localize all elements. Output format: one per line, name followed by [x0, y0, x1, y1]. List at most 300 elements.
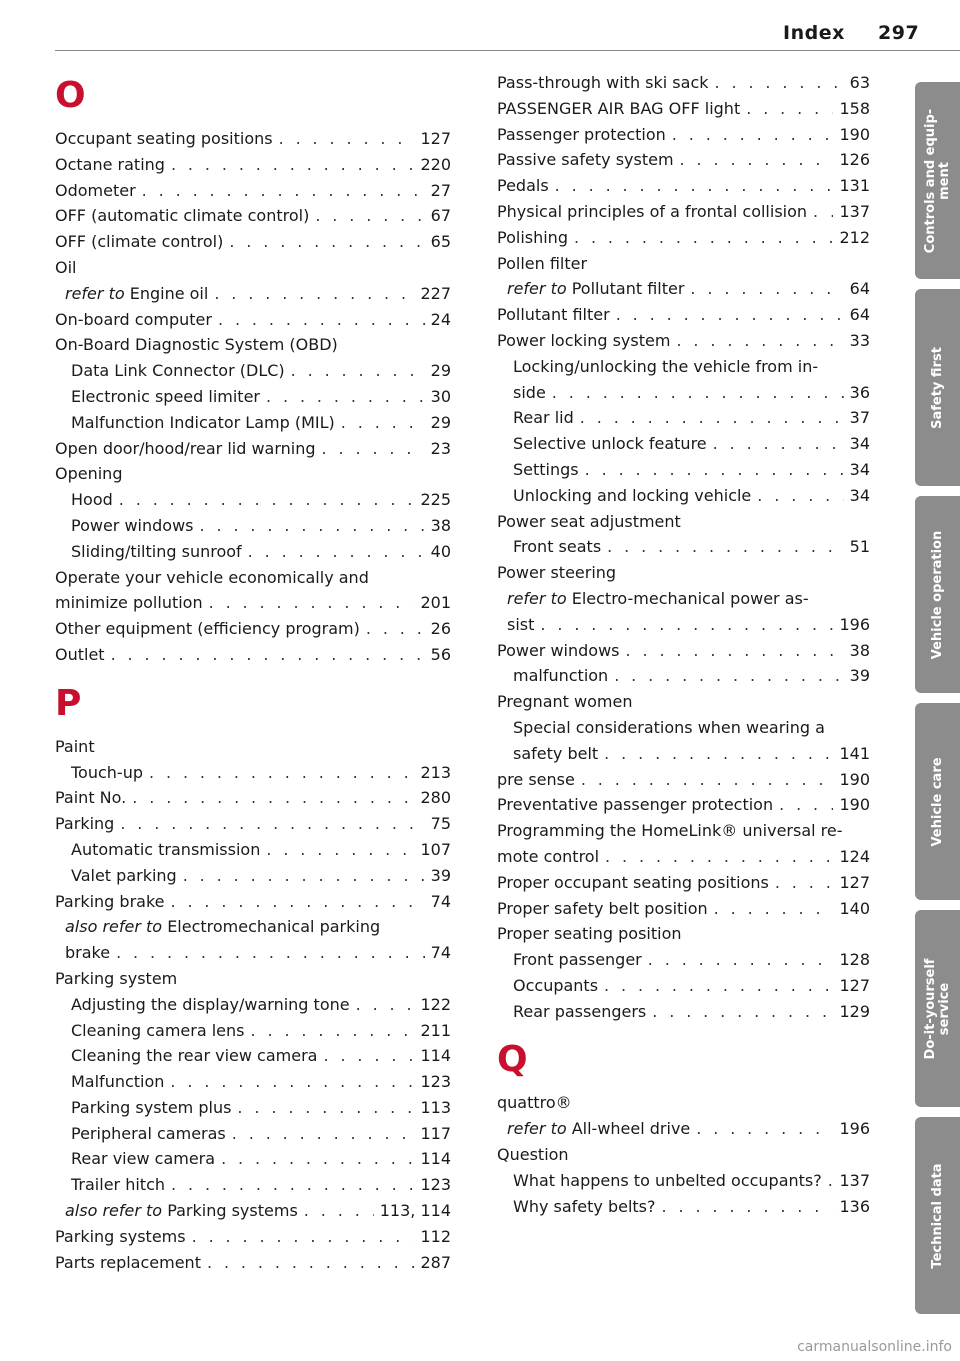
index-entry-text: Front passenger	[513, 950, 642, 970]
index-entry-page[interactable]: 56	[430, 644, 451, 664]
index-entry-text: Parking systems	[55, 1226, 186, 1246]
index-entry-text: Open door/hood/rear lid warning	[55, 438, 316, 458]
leader-dots	[746, 96, 833, 122]
index-entry[interactable]	[55, 889, 451, 915]
index-entry-page[interactable]: 112	[420, 1226, 451, 1246]
index-entry-page[interactable]: 131	[839, 176, 870, 196]
index-entry-page[interactable]: 123	[420, 1072, 451, 1092]
index-entry[interactable]	[55, 785, 451, 811]
leader-dots	[626, 638, 844, 664]
index-entry	[497, 354, 870, 380]
chapter-tab-safety[interactable]	[915, 289, 960, 486]
index-entry-text: Locking/unlocking the vehicle from in-	[513, 356, 819, 376]
index-entry-text: Outlet	[55, 644, 105, 664]
index-entry-page[interactable]: 51	[849, 537, 870, 557]
index-entry-page[interactable]: 38	[849, 640, 870, 660]
index-entry-page[interactable]: 74	[430, 891, 451, 911]
leader-dots	[142, 178, 425, 204]
index-entry-text: Front seats	[513, 537, 602, 557]
index-entry-text: Rear passengers	[513, 1001, 647, 1021]
index-entry-page[interactable]: 24	[430, 309, 451, 329]
index-entry-page[interactable]: 29	[430, 361, 451, 381]
index-entry[interactable]	[497, 199, 870, 225]
leader-dots	[214, 281, 414, 307]
index-entry-page[interactable]: 201	[420, 593, 451, 613]
leader-dots	[581, 767, 834, 793]
index-entry-text: Paint	[55, 736, 95, 756]
index-entry-page[interactable]: 23	[430, 438, 451, 458]
index-entry-page[interactable]: 26	[430, 619, 451, 639]
leader-dots	[604, 973, 833, 999]
index-entry[interactable]	[55, 590, 451, 616]
index-entry[interactable]	[55, 358, 451, 384]
chapter-tab-care[interactable]	[915, 703, 960, 900]
index-entry-page[interactable]: 140	[839, 898, 870, 918]
chapter-tab-label: Safety first	[929, 346, 945, 429]
index-entry-text: Electromechanical parking	[167, 917, 381, 937]
leader-dots	[696, 1116, 833, 1142]
index-entry[interactable]	[497, 638, 870, 664]
index-entry[interactable]	[497, 405, 870, 431]
leader-dots	[680, 147, 834, 173]
cross-reference-prefix: refer to	[507, 1119, 567, 1139]
leader-dots	[672, 122, 834, 148]
index-entry-page[interactable]: 124	[839, 846, 870, 866]
index-entry-text: Operate your vehicle economically and	[55, 567, 369, 587]
index-entry-text: Physical principles of a frontal collision	[497, 201, 808, 221]
leader-dots	[315, 203, 424, 229]
index-entry[interactable]	[497, 792, 870, 818]
index-entry[interactable]	[55, 178, 451, 204]
index-entry	[497, 560, 870, 586]
index-entry-text: Power seat adjustment	[497, 511, 681, 531]
leader-dots	[232, 1121, 415, 1147]
leader-dots	[248, 539, 425, 565]
index-entry[interactable]	[55, 487, 451, 513]
index-entry[interactable]	[55, 811, 451, 837]
index-entry-page[interactable]: 141	[839, 743, 870, 763]
index-entry-text: Touch-up	[71, 762, 143, 782]
index-entry-text: Adjusting the display/warning tone	[71, 994, 350, 1014]
index-entry	[497, 921, 870, 947]
index-entry	[497, 1090, 870, 1116]
index-entry[interactable]	[497, 328, 870, 354]
index-entry-page[interactable]: 220	[420, 154, 451, 174]
index-entry[interactable]	[55, 1198, 451, 1224]
index-entry[interactable]	[55, 1172, 451, 1198]
index-entry[interactable]	[55, 1250, 451, 1276]
index-entry-page[interactable]: 39	[430, 865, 451, 885]
index-entry[interactable]	[55, 513, 451, 539]
leader-dots	[218, 307, 425, 333]
index-entry	[497, 818, 870, 844]
index-entry-text: All-wheel drive	[571, 1119, 691, 1139]
index-entry-text: OFF (climate control)	[55, 232, 224, 252]
index-entry[interactable]	[55, 203, 451, 229]
index-entry[interactable]	[55, 1224, 451, 1250]
index-entry[interactable]	[497, 122, 870, 148]
index-entry[interactable]	[497, 612, 870, 638]
index-entry-text: Pollutant filter	[571, 279, 685, 299]
index-entry-page[interactable]: 38	[430, 515, 451, 535]
index-entry[interactable]	[497, 1116, 870, 1142]
index-entry	[497, 586, 870, 612]
index-entry-text: Opening	[55, 464, 123, 484]
index-entry-page[interactable]: 126	[839, 150, 870, 170]
index-entry-page[interactable]: 287	[420, 1252, 451, 1272]
index-entry	[55, 966, 451, 992]
header-rule	[55, 50, 960, 51]
index-entry-text: Peripheral cameras	[71, 1123, 226, 1143]
leader-dots	[170, 889, 424, 915]
leader-dots	[170, 1069, 414, 1095]
cross-reference-prefix: refer to	[507, 279, 567, 299]
chapter-tab-label: Vehicle operation	[929, 530, 945, 659]
index-entry-text: Unlocking and locking vehicle	[513, 485, 752, 505]
cross-reference-prefix: refer to	[65, 283, 125, 303]
index-entry-text: Power windows	[497, 640, 620, 660]
index-entry-page[interactable]: 37	[849, 408, 870, 428]
section-letter-heading: P	[55, 682, 82, 724]
leader-dots	[757, 483, 843, 509]
index-entry-text: Parking brake	[55, 891, 165, 911]
index-entry-text: Sliding/tilting sunroof	[71, 541, 242, 561]
leader-dots	[555, 173, 834, 199]
index-entry[interactable]	[55, 992, 451, 1018]
index-entry-text: Parking systems	[167, 1201, 298, 1221]
index-entry	[55, 914, 451, 940]
leader-dots	[120, 811, 424, 837]
cross-reference-prefix: also refer to	[65, 1201, 163, 1221]
index-entry[interactable]	[55, 281, 451, 307]
index-entry-text: Valet parking	[71, 865, 177, 885]
index-entry-text: Odometer	[55, 180, 136, 200]
index-entry[interactable]	[55, 616, 451, 642]
index-entry-page[interactable]: 33	[849, 330, 870, 350]
index-entry-text: Why safety belts?	[513, 1196, 656, 1216]
index-entry[interactable]	[55, 1018, 451, 1044]
index-entry[interactable]	[497, 483, 870, 509]
index-entry[interactable]	[497, 973, 870, 999]
index-entry-page[interactable]: 27	[430, 180, 451, 200]
index-entry-text: pre sense	[497, 769, 575, 789]
index-entry[interactable]	[497, 96, 870, 122]
index-entry-text: Occupant seating positions	[55, 129, 273, 148]
index-entry-text: Data Link Connector (DLC)	[71, 361, 285, 381]
leader-dots	[662, 1194, 834, 1220]
chapter-tab-label: Controls and equip- ment	[922, 108, 952, 253]
index-entry	[55, 255, 451, 281]
index-entry-text: Trailer hitch	[71, 1175, 165, 1195]
index-entry-page[interactable]: 280	[420, 788, 451, 808]
index-entry-text: Proper safety belt position	[497, 898, 708, 918]
index-entry[interactable]	[497, 947, 870, 973]
chapter-tab-label: Technical data	[929, 1162, 945, 1269]
index-entry-page[interactable]: 65	[430, 232, 451, 252]
index-entry-text: Rear lid	[513, 408, 574, 428]
leader-dots	[605, 844, 833, 870]
index-entry[interactable]	[55, 1095, 451, 1121]
leader-dots	[828, 1168, 834, 1194]
index-entry-text: On-Board Diagnostic System (OBD)	[55, 335, 338, 355]
leader-dots	[322, 436, 425, 462]
index-entry-text: Parking	[55, 814, 115, 834]
index-entry[interactable]	[55, 1146, 451, 1172]
index-entry-text: Passive safety system	[497, 150, 674, 170]
index-entry-text: Pregnant women	[497, 692, 633, 712]
index-entry-text: Electro-mechanical power as-	[571, 588, 809, 608]
leader-dots	[171, 1172, 414, 1198]
leader-dots	[356, 992, 415, 1018]
index-entry-page[interactable]: 30	[430, 386, 451, 406]
index-entry-page[interactable]: 137	[839, 1170, 870, 1190]
index-entry[interactable]	[55, 760, 451, 786]
leader-dots	[111, 642, 425, 668]
index-entry[interactable]	[497, 302, 870, 328]
index-entry-text: Question	[497, 1145, 569, 1165]
index-entry-text: malfunction	[513, 666, 609, 686]
leader-dots	[149, 760, 414, 786]
index-entry-text: Selective unlock feature	[513, 434, 707, 454]
index-entry-text: Special considerations when wearing a	[513, 717, 825, 737]
index-entry[interactable]	[497, 741, 870, 767]
leader-dots	[775, 870, 834, 896]
index-entry-page[interactable]: 36	[849, 382, 870, 402]
page-section-title: Index	[783, 22, 845, 44]
chapter-tab-diy-service[interactable]	[915, 910, 960, 1107]
cross-reference-prefix: refer to	[507, 588, 567, 608]
section-letter-heading: O	[55, 75, 86, 116]
index-entry[interactable]	[497, 1168, 870, 1194]
index-entry[interactable]	[55, 642, 451, 668]
index-entry	[55, 565, 451, 591]
index-entry-page[interactable]: 129	[839, 1001, 870, 1021]
index-entry-text: quattro®	[497, 1093, 572, 1113]
index-entry	[497, 251, 870, 277]
index-entry-text: Rear view camera	[71, 1149, 216, 1169]
index-entry-text: brake	[65, 943, 111, 963]
index-entry-page[interactable]: 190	[839, 124, 870, 144]
index-entry[interactable]	[497, 896, 870, 922]
index-entry-page[interactable]: 39	[849, 666, 870, 686]
index-entry[interactable]	[497, 225, 870, 251]
index-entry[interactable]	[55, 436, 451, 462]
index-entry-page[interactable]: 114	[420, 1046, 451, 1066]
index-entry[interactable]	[497, 147, 870, 173]
index-entry-page[interactable]: 212	[839, 227, 870, 247]
index-entry-page[interactable]: 158	[839, 98, 870, 118]
leader-dots	[291, 358, 425, 384]
index-entry-text: PASSENGER AIR BAG OFF light	[497, 98, 741, 118]
index-entry[interactable]	[497, 663, 870, 689]
index-entry-text: Preventative passenger protection	[497, 795, 774, 815]
index-entry[interactable]	[497, 844, 870, 870]
index-entry-page[interactable]: 75	[430, 814, 451, 834]
index-entry-page[interactable]: 64	[849, 305, 870, 325]
leader-dots	[200, 513, 425, 539]
index-entry-text: Proper seating position	[497, 924, 682, 944]
index-entry-text: minimize pollution	[55, 593, 203, 613]
index-entry	[497, 715, 870, 741]
index-entry-page[interactable]: 213	[420, 762, 451, 782]
index-entry-text: Pass-through with ski sack	[497, 73, 709, 92]
chapter-tab-technical-data[interactable]	[915, 1117, 960, 1314]
index-entry-page[interactable]: 63	[849, 73, 870, 92]
index-entry-text: side	[513, 382, 546, 402]
index-entry[interactable]	[55, 940, 451, 966]
index-entry-page[interactable]: 196	[839, 614, 870, 634]
leader-dots	[813, 199, 833, 225]
leader-dots	[580, 405, 844, 431]
index-entry[interactable]	[497, 999, 870, 1025]
chapter-tab-operation[interactable]	[915, 496, 960, 693]
index-entry-page[interactable]: 34	[849, 434, 870, 454]
index-entry-text: What happens to unbelted occupants?	[513, 1170, 822, 1190]
leader-dots	[713, 431, 844, 457]
index-entry-page[interactable]: 196	[839, 1119, 870, 1139]
index-entry[interactable]	[55, 539, 451, 565]
index-entry-page[interactable]: 190	[839, 795, 870, 815]
index-entry-text: Paint No.	[55, 788, 127, 808]
index-entry-page[interactable]: 29	[430, 412, 451, 432]
index-entry-page[interactable]: 127	[839, 872, 870, 892]
index-entry[interactable]	[55, 152, 451, 178]
index-entry[interactable]	[55, 1069, 451, 1095]
index-entry-page[interactable]: 107	[420, 839, 451, 859]
index-entry-page[interactable]: 34	[849, 485, 870, 505]
leader-dots	[183, 863, 425, 889]
index-entry[interactable]	[55, 1043, 451, 1069]
index-entry-text: Malfunction	[71, 1072, 165, 1092]
index-entry-page[interactable]: 127	[839, 975, 870, 995]
index-entry[interactable]	[497, 870, 870, 896]
leader-dots	[607, 534, 843, 560]
index-entry-text: Power steering	[497, 563, 617, 583]
index-entry-page[interactable]: 64	[849, 279, 870, 299]
index-entry[interactable]	[497, 457, 870, 483]
leader-dots	[266, 384, 425, 410]
leader-dots	[715, 70, 844, 96]
leader-dots	[192, 1224, 415, 1250]
leader-dots	[552, 380, 844, 406]
index-entry[interactable]	[55, 837, 451, 863]
leader-dots	[779, 792, 833, 818]
leader-dots	[119, 487, 415, 513]
index-entry-page[interactable]: 122	[420, 994, 451, 1014]
index-entry-page[interactable]: 34	[849, 459, 870, 479]
index-entry-text: Programming the HomeLink® universal re-	[497, 821, 843, 841]
index-entry[interactable]	[497, 431, 870, 457]
leader-dots	[323, 1043, 414, 1069]
index-entry[interactable]	[55, 1121, 451, 1147]
leader-dots	[251, 1018, 415, 1044]
chapter-tab-controls[interactable]	[915, 82, 960, 279]
index-entry-page[interactable]: 190	[839, 769, 870, 789]
index-entry-text: Polishing	[497, 227, 568, 247]
index-entry[interactable]	[497, 767, 870, 793]
index-entry-page[interactable]: 127	[420, 129, 451, 148]
leader-dots	[132, 785, 414, 811]
index-entry[interactable]	[497, 70, 870, 96]
index-entry	[497, 1142, 870, 1168]
index-entry-text: Power windows	[71, 515, 194, 535]
leader-dots	[574, 225, 833, 251]
index-entry-text: Pollutant filter	[497, 305, 610, 325]
index-entry-text: Oil	[55, 257, 77, 277]
index-entry-page[interactable]: 227	[420, 283, 451, 303]
watermark: carmanualsonline.info	[797, 1339, 952, 1355]
index-column-right	[497, 70, 870, 1219]
leader-dots	[116, 940, 425, 966]
leader-dots	[209, 590, 415, 616]
index-entry-text: Automatic transmission	[71, 839, 261, 859]
index-entry[interactable]	[497, 1194, 870, 1220]
leader-dots	[690, 276, 843, 302]
index-entry-page[interactable]: 74	[430, 943, 451, 963]
chapter-tab-label: Do-it-yourself service	[922, 958, 952, 1059]
index-entry-text: On-board computer	[55, 309, 212, 329]
index-entry[interactable]	[497, 173, 870, 199]
index-entry-page[interactable]: 40	[430, 541, 451, 561]
index-entry-page[interactable]: 117	[420, 1123, 451, 1143]
index-entry-page[interactable]: 113	[420, 1097, 451, 1117]
index-entry-page[interactable]: 136	[839, 1196, 870, 1216]
index-entry[interactable]	[55, 410, 451, 436]
index-entry-page[interactable]: 128	[839, 950, 870, 970]
index-entry	[497, 509, 870, 535]
index-entry-text: Pedals	[497, 176, 549, 196]
index-entry-page[interactable]: 113, 114	[379, 1201, 451, 1221]
index-entry-page[interactable]: 114	[420, 1149, 451, 1169]
index-entry[interactable]	[55, 229, 451, 255]
index-entry	[55, 734, 451, 760]
index-entry-text: sist	[507, 614, 535, 634]
leader-dots	[652, 999, 833, 1025]
index-entry-page[interactable]: 225	[420, 490, 451, 510]
index-entry[interactable]	[55, 384, 451, 410]
index-entry[interactable]	[55, 126, 451, 152]
index-entry	[55, 461, 451, 487]
index-entry-text: Parts replacement	[55, 1252, 201, 1272]
index-entry-page[interactable]: 211	[420, 1020, 451, 1040]
index-entry-text: mote control	[497, 846, 600, 866]
leader-dots	[540, 612, 833, 638]
index-entry-text: Malfunction Indicator Lamp (MIL)	[71, 412, 335, 432]
leader-dots	[171, 152, 415, 178]
index-entry-page[interactable]: 123	[420, 1175, 451, 1195]
index-entry-text: Other equipment (efficiency program)	[55, 619, 360, 639]
index-entry[interactable]	[55, 863, 451, 889]
leader-dots	[676, 328, 843, 354]
index-entry[interactable]	[497, 276, 870, 302]
index-entry[interactable]	[497, 380, 870, 406]
leader-dots	[585, 457, 844, 483]
leader-dots	[366, 616, 425, 642]
index-entry-text: Cleaning the rear view camera	[71, 1046, 318, 1066]
index-entry-page[interactable]: 67	[430, 206, 451, 226]
index-entry	[497, 689, 870, 715]
index-entry-text: Proper occupant seating positions	[497, 872, 769, 892]
leader-dots	[207, 1250, 414, 1276]
index-entry[interactable]	[497, 534, 870, 560]
index-entry-text: Pollen filter	[497, 253, 588, 273]
leader-dots	[304, 1198, 374, 1224]
index-entry[interactable]	[55, 307, 451, 333]
index-entry-page[interactable]: 137	[839, 201, 870, 221]
index-entry-text: OFF (automatic climate control)	[55, 206, 310, 226]
section-letter-heading: Q	[497, 1039, 528, 1081]
index-entry-text: Cleaning camera lens	[71, 1020, 245, 1040]
